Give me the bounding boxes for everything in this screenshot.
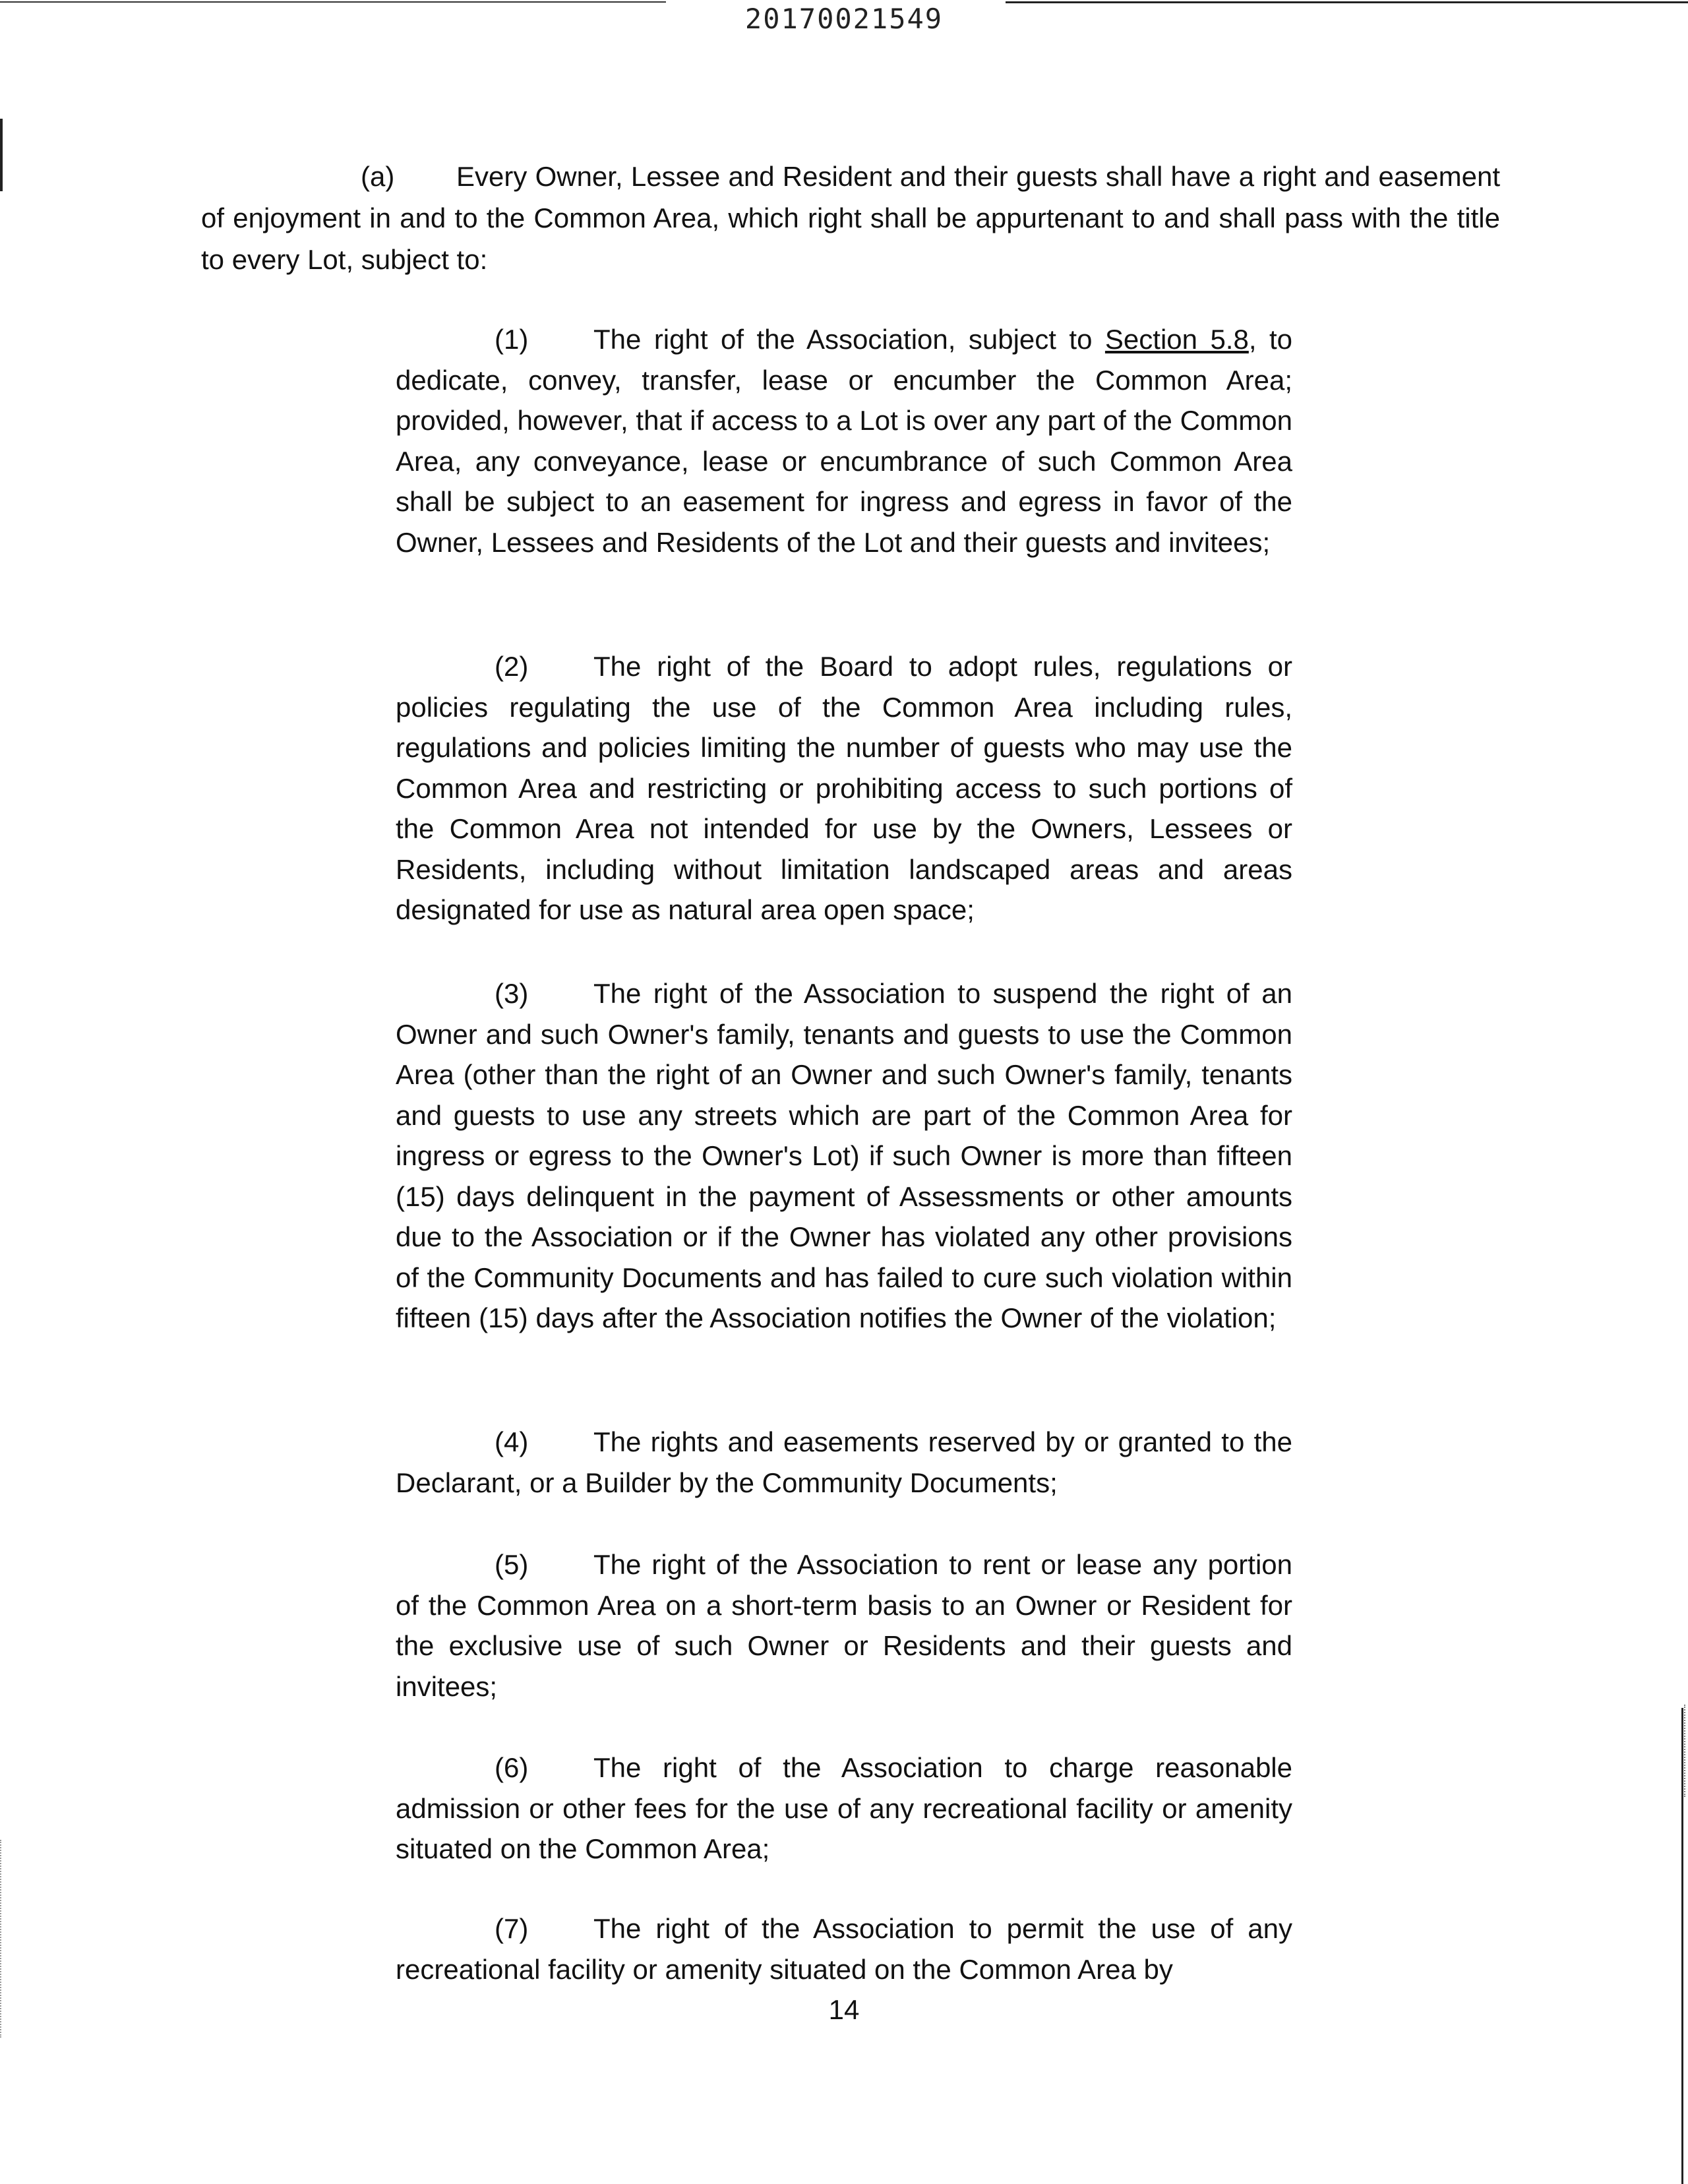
scan-edge-right-dotted [1684,1705,1687,1797]
paragraph-a-text: Every Owner, Lessee and Resident and their guests shall have a right and easement of enjoyment in and to the Common Area, which right shall be appurtenant to and shall pass with the title to every Lot, subject to: [201,161,1500,275]
list-item-text: The right of the Association, subject to [593,324,1105,355]
list-item-3 [396,973,1292,1339]
list-item-label: (6) [495,1752,529,1783]
list-item-label: (7) [495,1913,529,1944]
list-item-6 [396,1747,1292,1869]
list-item-2 [396,646,1292,930]
list-item-label: (2) [495,651,529,682]
section-reference-link: Section 5.8 [1104,324,1249,355]
list-item-5 [396,1544,1292,1707]
list-item-label: (3) [495,978,529,1009]
paragraph-a-label: (a) [361,161,395,192]
document-number: 20170021549 [744,3,944,35]
scan-edge-left [0,119,3,191]
scan-edge-right [1681,1708,1683,2184]
list-item-text: The right of the Association to suspend the right of an Owner and such Owner's family, tenants and guests to use the Common Area (other than the right of an Owner and such Owner's family, tenants and guests to use any streets which are part of the Common Area for ingress or egress to the Owner's Lot) if such Owner is more than fifteen (15) days delinquent in the payment of Assessments or other amounts due to the Association or if the Owner has violated any other provisions of the Community Documents and has failed to cure such violation within fifteen (15) days after the Association notifies the Owner of the violation; [396,978,1292,1333]
list-item-text: The rights and easements reserved by or granted to the Declarant, or a Builder by the Community Documents; [396,1426,1292,1498]
list-item-7 [396,1908,1292,1989]
list-item-text: The right of the Association to charge reasonable admission or other fees for the use of any recreational facility or amenity situated on the Common Area; [396,1752,1292,1864]
paragraph-a [201,156,1500,280]
list-item-text: The right of the Association to rent or lease any portion of the Common Area on a short-term basis to an Owner or Resident for the exclusive use of such Owner or Residents and their guests and invitees; [396,1549,1292,1702]
list-item-label: (1) [495,324,529,355]
list-item-text: The right of the Association to permit the use of any recreational facility or amenity situated on the Common Area by [396,1913,1292,1985]
list-item-label: (5) [495,1549,529,1580]
list-item-label: (4) [495,1426,529,1457]
list-item-text-cont: , to dedicate, convey, transfer, lease or encumber the Common Area; provided, however, that if access to a Lot is over any part of the Common Area, any conveyance, lease or encumbrance of such Common Area shall be subject to an easement for ingress and egress in favor of the Owner, Lessees and Residents of the Lot and their guests and invitees; [396,324,1292,558]
list-item-4 [396,1422,1292,1503]
list-item-1 [396,319,1292,562]
list-item-text: The right of the Board to adopt rules, regulations or policies regulating the use of the Common Area including rules, regulations and policies limiting the number of guests who may use the Common Area and restricting or prohibiting access to such portions of the Common Area not intended for use by the Owners, Lessees or Residents, including without limitation landscaped areas and areas designated for use as natural area open space; [396,651,1292,925]
page-number: 14 [828,1994,860,2025]
